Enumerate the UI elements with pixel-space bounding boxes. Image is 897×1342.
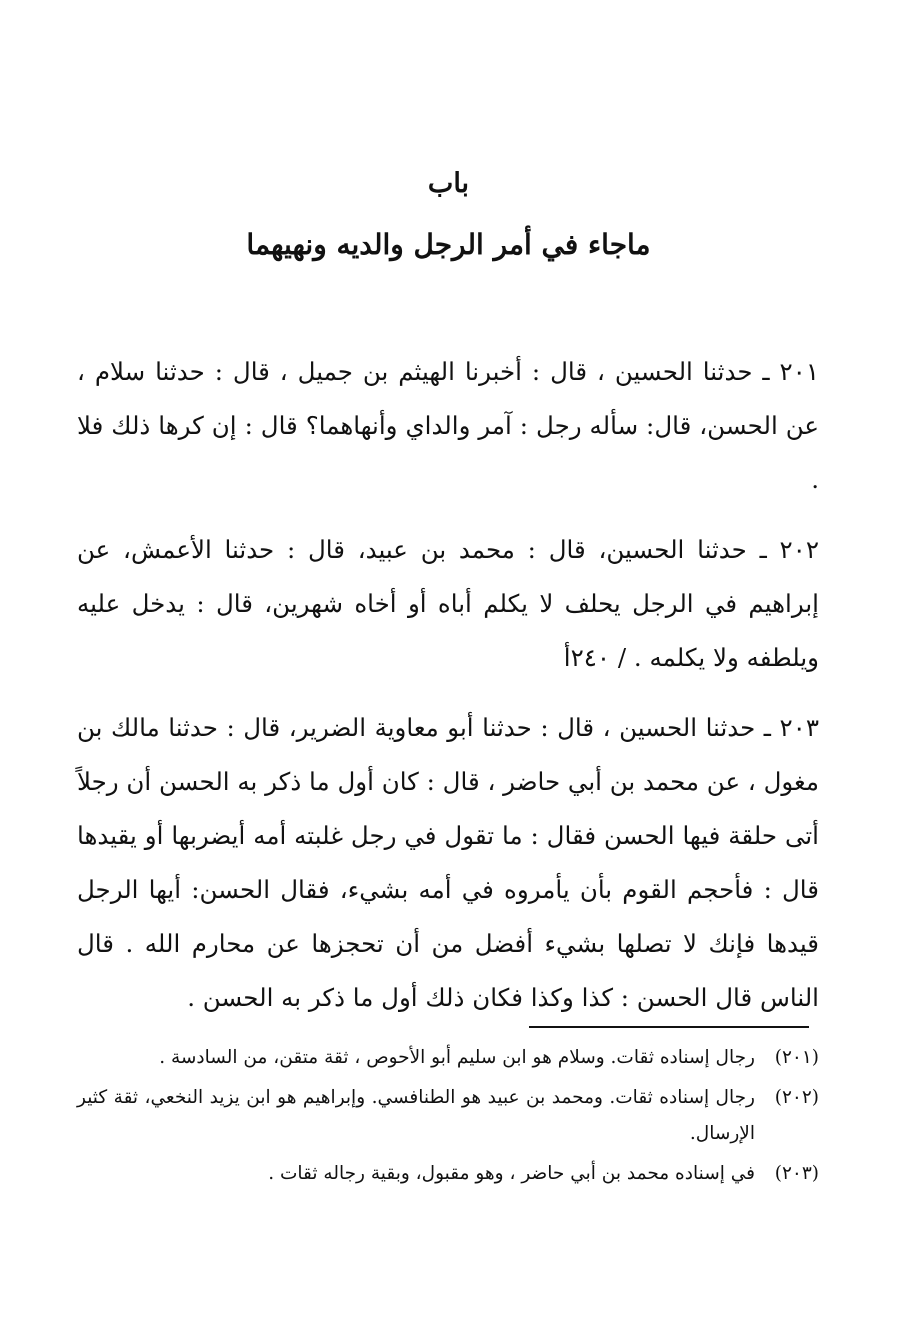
main-text [77, 345, 819, 1041]
footnote-separator [529, 1026, 809, 1028]
hadith-paragraph-201: ٢٠١ ـ حدثنا الحسين ، قال : أخبرنا الهيثم بن جميل ، قال : حدثنا سلام ، عن الحسن، قال: سأله رجل : آمر والداي وأنهاهما؟ قال : إن كرها ذلك فلا . [77, 357, 819, 494]
chapter-title: ماجاء في أمر الرجل والديه ونهيهما [246, 228, 651, 261]
footnotes [77, 1040, 819, 1196]
chapter-label: باب [427, 168, 470, 199]
footnote-number: (٢٠١) [774, 1047, 819, 1068]
footnote-number: (٢٠٣) [774, 1163, 819, 1184]
footnote-text: رجال إسناده ثقات. وسلام هو ابن سليم أبو الأحوص ، ثقة متقن، من السادسة . [159, 1047, 755, 1068]
hadith-paragraph-203: ٢٠٣ ـ حدثنا الحسين ، قال : حدثنا أبو معاوية الضرير، قال : حدثنا مالك بن مغول ، عن محمد بن أبي حاضر ، قال : كان أول ما ذكر به الحسن أن رجلاً أتى حلقة فيها الحسن فقال : ما تقول في رجل غلبته أمه أيضربها أو يقيدها قال : فأحجم القوم بأن يأمروه في أمه بشيء، فقال الحسن: أيها الرجل قيدها فإنك لا تصلها بشيء أفضل من أن تحجزها عن محارم الله . قال الناس قال الحسن : كذا وكذا فكان ذلك أول ما ذكر به الحسن . [77, 713, 819, 1012]
hadith-paragraph-202: ٢٠٢ ـ حدثنا الحسين، قال : محمد بن عبيد، قال : حدثنا الأعمش، عن إبراهيم في الرجل يحلف لا يكلم أباه أو أخاه شهرين، قال : يدخل عليه ويلطفه ولا يكلمه . / ٢٤٠أ [77, 535, 819, 672]
footnote-203 [77, 1156, 819, 1192]
footnote-201 [77, 1040, 819, 1076]
footnote-text: رجال إسناده ثقات. ومحمد بن عبيد هو الطنافسي. وإبراهيم هو ابن يزيد النخعي، ثقة كثير الإرسال. [77, 1087, 755, 1144]
footnote-number: (٢٠٢) [774, 1087, 819, 1108]
footnote-text: في إسناده محمد بن أبي حاضر ، وهو مقبول، وبقية رجاله ثقات . [268, 1163, 755, 1184]
footnote-202 [77, 1080, 819, 1152]
